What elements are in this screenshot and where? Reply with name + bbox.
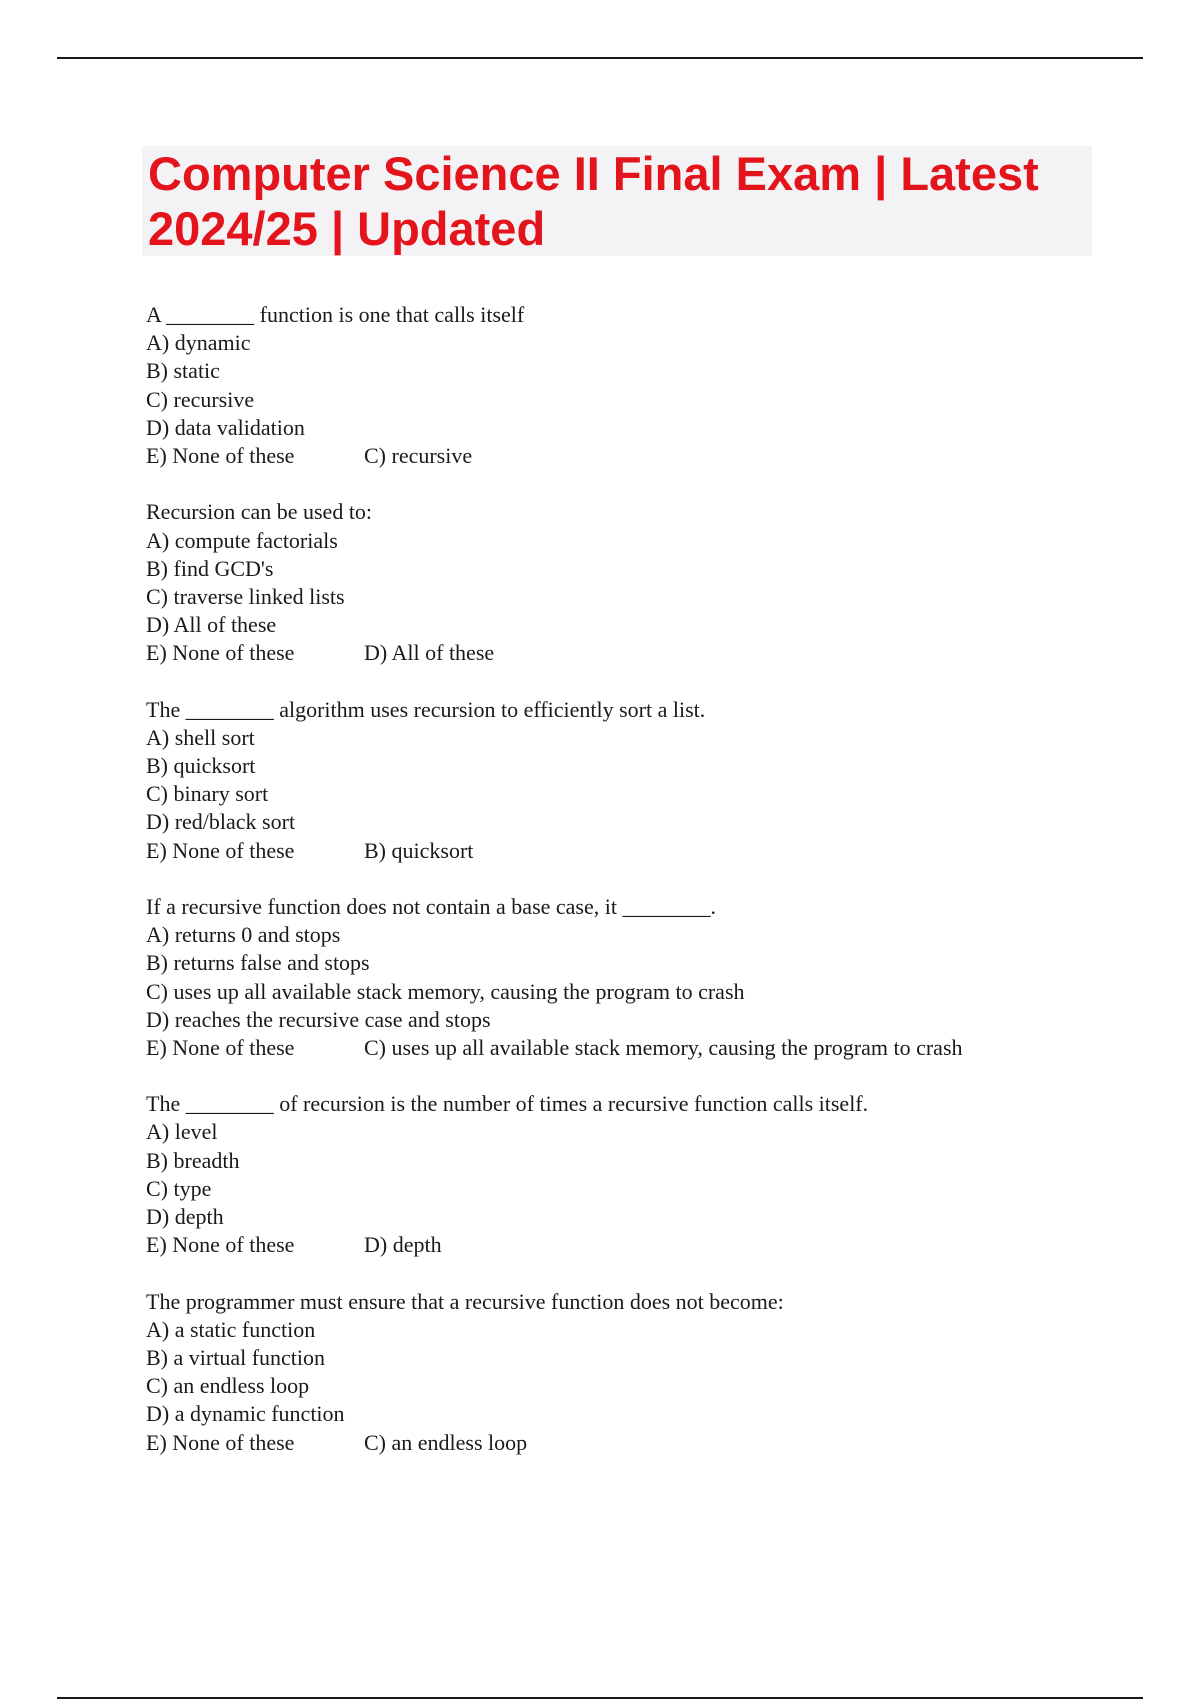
option-e: E) None of these: [146, 1429, 295, 1455]
answer: D) All of these: [364, 640, 495, 666]
option-b: B) a virtual function: [146, 1344, 326, 1370]
option-b: B) quicksort: [146, 753, 256, 778]
option-a: A) a static function: [146, 1316, 316, 1342]
option-b: B) breadth: [146, 1147, 240, 1173]
option-a: A) shell sort: [146, 724, 255, 750]
question-prompt: If a recursive function does not contain a base case, it ________.: [146, 893, 716, 919]
answer: C) uses up all available stack memory, causing the program to crash: [364, 1034, 963, 1060]
option-b: B) returns false and stops: [146, 950, 370, 976]
question-1: [146, 301, 1146, 470]
option-e: E) None of these: [146, 640, 295, 666]
option-e-with-answer: [146, 1429, 1146, 1457]
option-a: A) returns 0 and stops: [146, 922, 341, 948]
document-title: Computer Science II Final Exam | Latest 2024/25 | Updated: [148, 147, 1039, 255]
option-c: C) uses up all available stack memory, causing the program to crash: [146, 978, 745, 1004]
option-d: D) red/black sort: [146, 809, 296, 835]
option-b: B) static: [146, 358, 220, 384]
question-prompt: The ________ of recursion is the number of times a recursive function calls itself.: [146, 1091, 869, 1117]
question-4: [146, 893, 1146, 1062]
answer: B) quicksort: [364, 837, 474, 863]
question-prompt: Recursion can be used to:: [146, 499, 373, 525]
answer: C) recursive: [364, 442, 473, 468]
option-d: D) data validation: [146, 414, 305, 440]
option-d: D) a dynamic function: [146, 1401, 345, 1427]
answer: C) an endless loop: [364, 1429, 528, 1455]
option-a: A) compute factorials: [146, 527, 338, 553]
question-list: [146, 301, 1146, 1485]
question-prompt: A ________ function is one that calls itself: [146, 302, 525, 327]
question-6: [146, 1288, 1146, 1457]
option-e-with-answer: [146, 1231, 1146, 1259]
option-a: A) level: [146, 1119, 218, 1145]
question-5: [146, 1090, 1146, 1259]
answer: D) depth: [364, 1232, 442, 1258]
question-3: [146, 696, 1146, 865]
question-2: [146, 498, 1146, 667]
option-d: D) All of these: [146, 612, 277, 638]
option-e-with-answer: [146, 1034, 1146, 1062]
bottom-rule: [57, 1697, 1143, 1699]
title-banner: [142, 146, 1092, 256]
top-rule: [57, 57, 1143, 59]
option-e: E) None of these: [146, 1232, 295, 1258]
option-c: C) traverse linked lists: [146, 583, 345, 609]
option-e: E) None of these: [146, 837, 295, 863]
option-a: A) dynamic: [146, 330, 251, 356]
option-c: C) an endless loop: [146, 1373, 310, 1399]
option-e-with-answer: [146, 639, 1146, 667]
option-e-with-answer: [146, 837, 1146, 865]
question-prompt: The programmer must ensure that a recursive function does not become:: [146, 1288, 784, 1314]
option-b: B) find GCD's: [146, 555, 274, 581]
question-prompt: The ________ algorithm uses recursion to efficiently sort a list.: [146, 696, 706, 722]
option-c: C) binary sort: [146, 781, 269, 807]
option-e-with-answer: [146, 442, 1146, 470]
option-c: C) recursive: [146, 386, 255, 412]
option-c: C) type: [146, 1175, 212, 1201]
option-e: E) None of these: [146, 442, 295, 468]
option-d: D) depth: [146, 1204, 224, 1229]
option-d: D) reaches the recursive case and stops: [146, 1006, 491, 1032]
option-e: E) None of these: [146, 1034, 295, 1060]
